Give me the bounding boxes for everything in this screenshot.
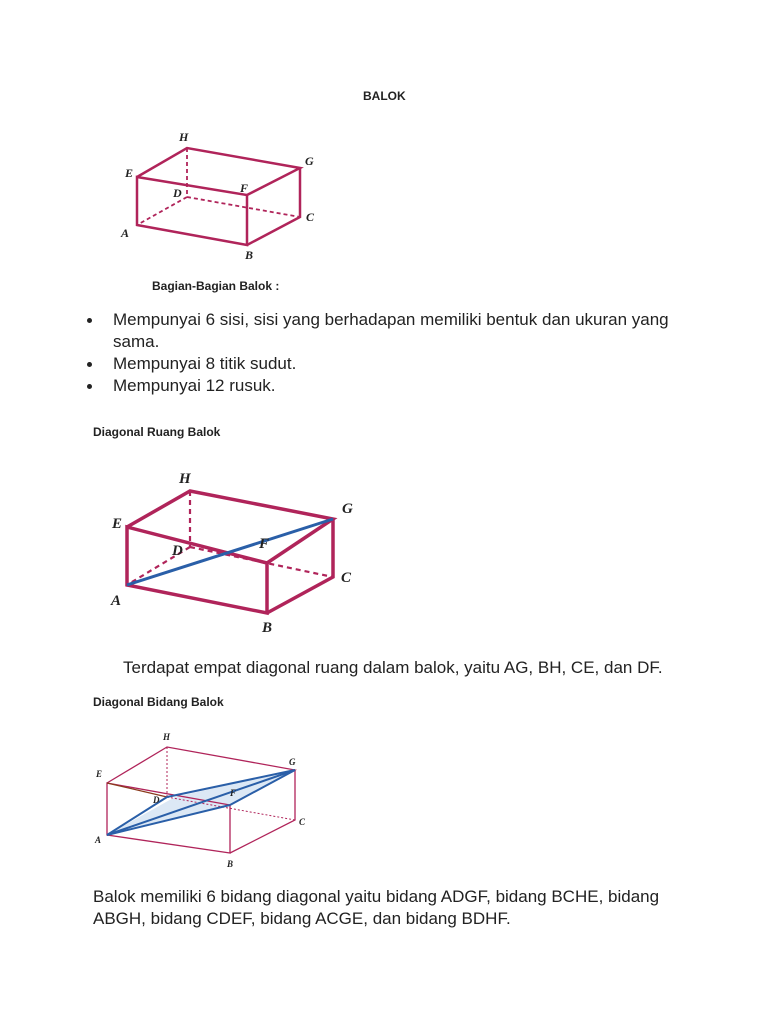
vertex-label-h: H xyxy=(179,471,191,487)
right-face xyxy=(247,168,300,245)
bullet-icon xyxy=(87,384,92,389)
list-item-text: Mempunyai 8 titik sudut. xyxy=(113,354,297,373)
bullet-icon xyxy=(87,318,92,323)
vertex-label-h: H xyxy=(163,732,171,742)
list-item xyxy=(87,375,727,397)
vertex-label-c: C xyxy=(306,210,315,224)
vertex-label-g: G xyxy=(342,501,353,517)
vertex-label-a: A xyxy=(95,835,102,845)
section3-caption xyxy=(93,886,733,930)
vertex-label-a: A xyxy=(121,226,130,240)
section3-caption-line1: Balok memiliki 6 bidang diagonal yaitu bidang ADGF, bidang BCHE, bidang xyxy=(93,887,660,906)
list-item xyxy=(87,309,727,353)
hidden-edge-da xyxy=(137,197,187,225)
vertex-label-f: F xyxy=(230,788,237,798)
list-item-text: Mempunyai 6 sisi, sisi yang berhadapan memiliki bentuk dan ukuran yang xyxy=(113,310,669,329)
vertex-label-g: G xyxy=(289,757,296,767)
front-face xyxy=(127,527,270,613)
section1-caption: Bagian-Bagian Balok : xyxy=(152,279,280,293)
front-face xyxy=(137,177,247,245)
section2-caption: Terdapat empat diagonal ruang dalam balok, yaitu AG, BH, CE, dan DF. xyxy=(123,658,663,677)
vertex-label-b: B xyxy=(262,620,273,635)
properties-list xyxy=(87,309,727,397)
list-item-text-continued: sama. xyxy=(113,332,160,351)
cuboid-figure xyxy=(115,125,330,265)
vertex-label-c: C xyxy=(299,817,306,827)
vertex-label-e: E xyxy=(112,516,123,532)
space-diagonal-ag xyxy=(127,519,333,585)
vertex-label-c: C xyxy=(341,570,352,586)
space-diagonal-figure xyxy=(105,465,365,635)
vertex-label-f: F xyxy=(240,181,249,195)
vertex-label-b: B xyxy=(227,859,234,869)
vertex-label-a: A xyxy=(111,593,122,609)
section3-heading: Diagonal Bidang Balok xyxy=(93,695,224,709)
section3-caption-line2: ABGH, bidang CDEF, bidang ACGE, dan bidang BDHF. xyxy=(93,909,511,928)
page-title: BALOK xyxy=(363,89,406,103)
right-face xyxy=(267,519,333,613)
section2-heading: Diagonal Ruang Balok xyxy=(93,425,221,439)
vertex-label-b: B xyxy=(245,248,254,262)
vertex-label-h: H xyxy=(179,130,189,144)
diagonal-plane-figure xyxy=(90,725,330,875)
vertex-label-e: E xyxy=(96,769,103,779)
bullet-icon xyxy=(87,362,92,367)
diagonal-ag xyxy=(107,770,295,835)
top-face xyxy=(137,148,300,195)
vertex-label-f: F xyxy=(259,536,270,552)
vertex-label-d: D xyxy=(172,543,183,559)
vertex-label-d: D xyxy=(173,186,182,200)
vertex-label-e: E xyxy=(125,166,134,180)
list-item-text: Mempunyai 12 rusuk. xyxy=(113,376,276,395)
list-item xyxy=(87,353,727,375)
vertex-label-g: G xyxy=(305,154,314,168)
vertex-label-d: D xyxy=(153,795,160,805)
hidden-edge-dc xyxy=(187,197,300,217)
